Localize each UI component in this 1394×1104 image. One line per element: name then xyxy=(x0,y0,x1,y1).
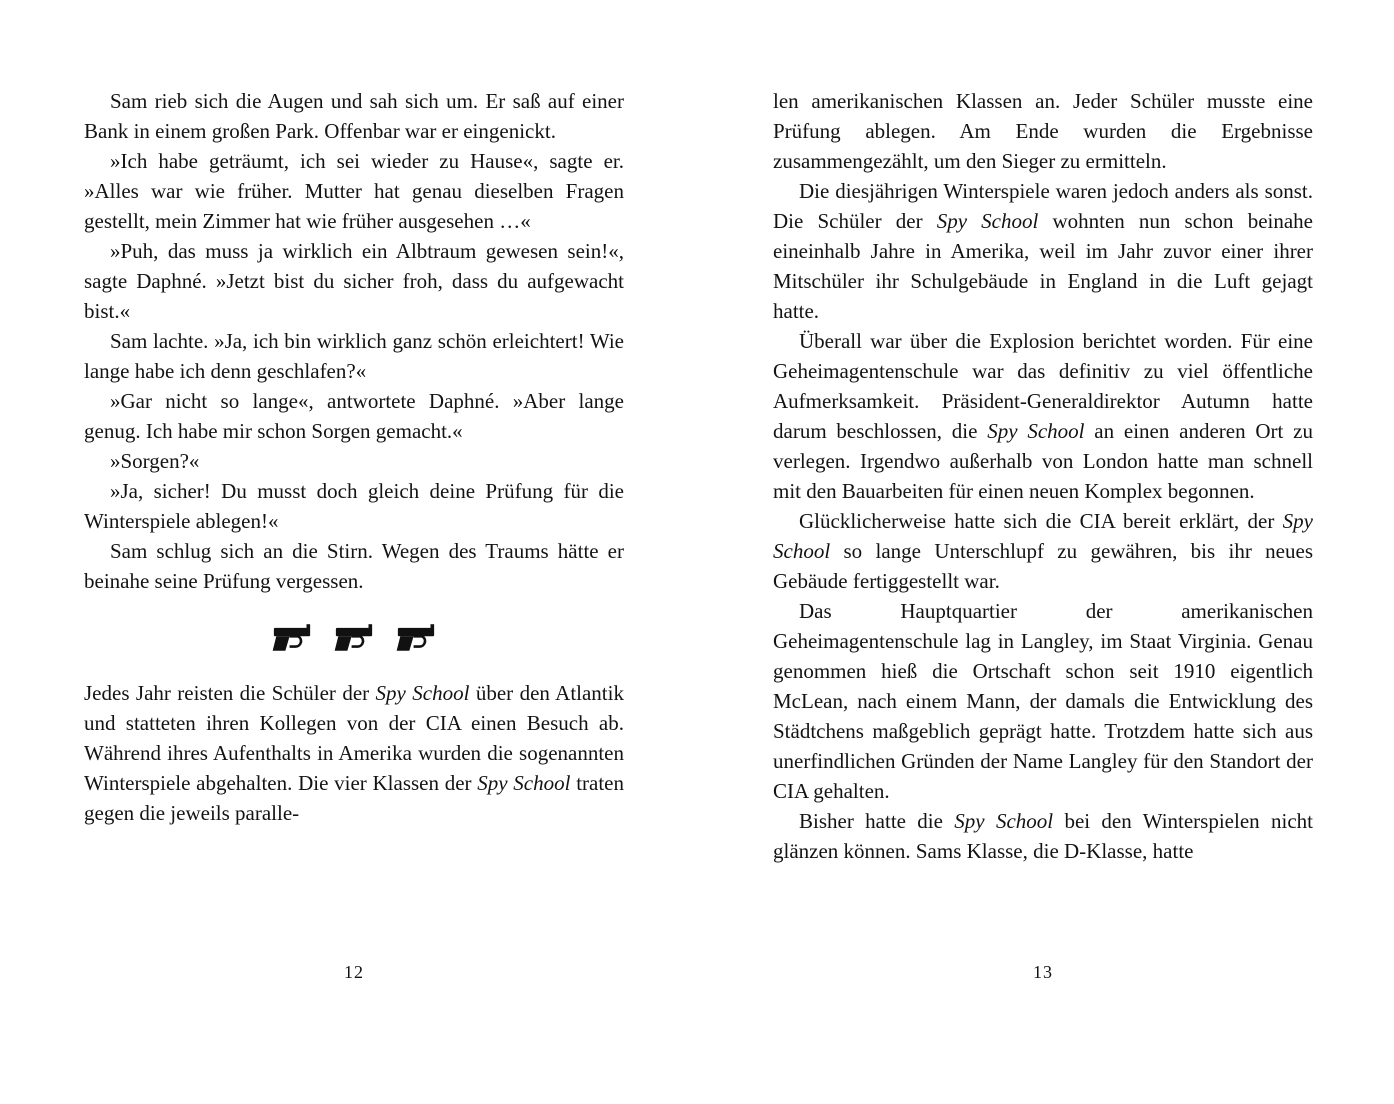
paragraph: »Sorgen?« xyxy=(110,449,200,473)
paragraph: »Ja, sicher! Du musst doch gleich deine Prüfung für die Winterspiele ablegen!« xyxy=(84,479,624,533)
page-right-number: 13 xyxy=(1033,962,1053,982)
paragraph: Jedes Jahr reisten die Schüler der Spy School über den Atlantik und statteten ihren Kollegen von der CIA einen Besuch ab. Während ihres Aufenthalts in Amerika wurden die sogenannten Winterspiele abgehalten. Die vier Klassen der Spy School traten gegen die jeweils paralle- xyxy=(84,681,624,825)
page-right-body xyxy=(773,86,1313,866)
paragraph: Überall war über die Explosion berichtet worden. Für eine Geheimagentenschule war das definitiv zu viel öffentliche Aufmerksamkeit. Präsident-Generaldirektor Autumn hatte darum beschlossen, die Spy School an einen anderen Ort zu verlegen. Irgendwo außerhalb von London hatte man schnell mit den Bauarbeiten für einen neuen Komplex begonnen. xyxy=(773,329,1313,503)
page-left-number: 12 xyxy=(344,962,364,982)
paragraph: »Ich habe geträumt, ich sei wieder zu Hause«, sagte er. »Alles war wie früher. Mutter hat genau dieselben Fragen gestellt, mein Zimmer hat wie früher ausgesehen …« xyxy=(84,149,624,233)
paragraph: »Gar nicht so lange«, antwortete Daphné. »Aber lange genug. Ich habe mir schon Sorgen gemacht.« xyxy=(84,389,624,443)
paragraph: Das Hauptquartier der amerikanischen Geheimagentenschule lag in Langley, im Staat Virginia. Genau genommen hieß die Ortschaft schon seit 1910 eigentlich McLean, nach einem Mann, der damals die Entwicklung des Städtchens maßgeblich geprägt hatte. Trotzdem hatte sich aus unerfindlichen Gründen der Name Langley für den Standort der CIA gehalten. xyxy=(773,599,1313,803)
page-left-body xyxy=(84,86,624,828)
section-divider xyxy=(84,623,624,652)
italic-text: Spy School xyxy=(477,771,571,795)
paragraph: Die diesjährigen Winterspiele waren jedoch anders als sonst. Die Schüler der Spy School wohnten nun schon beinahe eineinhalb Jahre in Amerika, weil im Jahr zuvor einer ihrer Mitschüler ihr Schulgebäude in England in die Luft gejagt hatte. xyxy=(773,179,1313,323)
italic-text: Spy School xyxy=(954,809,1054,833)
paragraph: Bisher hatte die Spy School bei den Winterspielen nicht glänzen können. Sams Klasse, die D-Klasse, hatte xyxy=(773,809,1313,863)
italic-text: Spy School xyxy=(773,509,1313,563)
paragraph: Sam rieb sich die Augen und sah sich um. Er saß auf einer Bank in einem großen Park. Offenbar war er eingenickt. xyxy=(84,89,624,143)
pistol-icon xyxy=(331,623,377,652)
paragraph: Sam lachte. »Ja, ich bin wirklich ganz schön erleichtert! Wie lange habe ich denn geschlafen?« xyxy=(84,329,624,383)
italic-text: Spy School xyxy=(936,209,1039,233)
italic-text: Spy School xyxy=(987,419,1085,443)
page-right xyxy=(697,0,1394,1104)
paragraph: Sam schlug sich an die Stirn. Wegen des Traums hätte er beinahe seine Prüfung vergessen. xyxy=(84,539,624,593)
paragraph: »Puh, das muss ja wirklich ein Albtraum gewesen sein!«, sagte Daphné. »Jetzt bist du sicher froh, dass du aufgewacht bist.« xyxy=(84,239,624,323)
pistol-icon xyxy=(393,623,439,652)
paragraph: Glücklicherweise hatte sich die CIA bereit erklärt, der Spy School so lange Unterschlupf zu gewähren, bis ihr neues Gebäude fertiggestellt war. xyxy=(773,509,1313,593)
italic-text: Spy School xyxy=(375,681,470,705)
pistol-icon xyxy=(269,623,315,652)
paragraph: len amerikanischen Klassen an. Jeder Schüler musste eine Prüfung ablegen. Am Ende wurden die Ergebnisse zusammengezählt, um den Sieger zu ermitteln. xyxy=(773,89,1313,173)
